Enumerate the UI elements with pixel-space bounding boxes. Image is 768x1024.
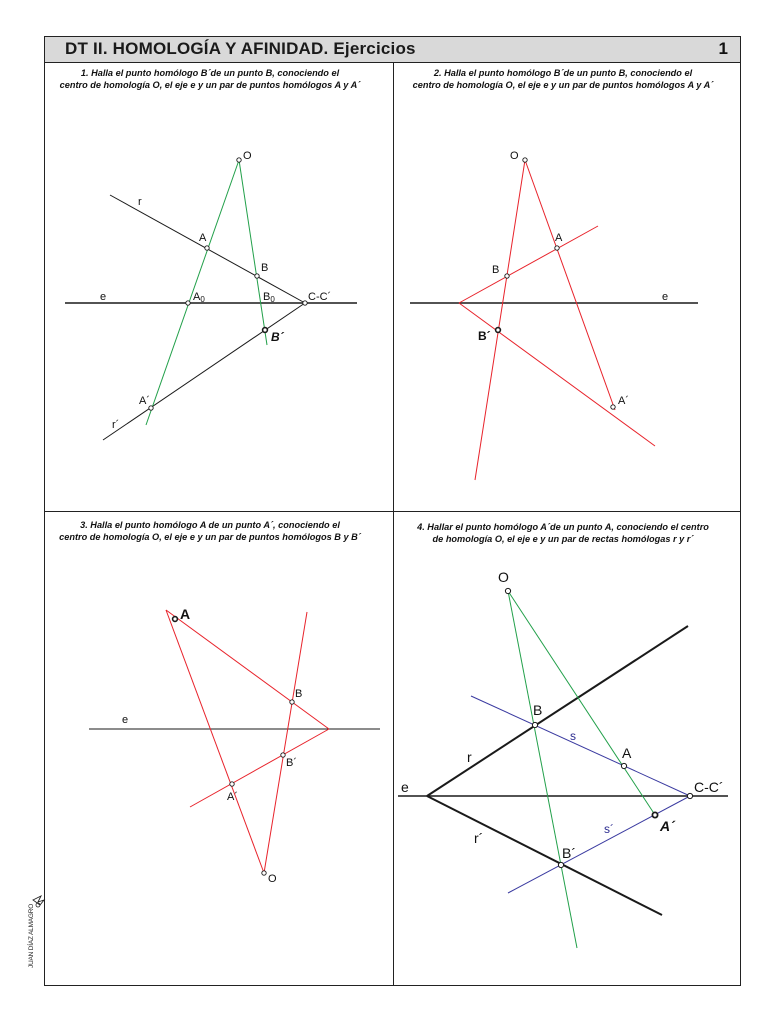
figure-2 (410, 150, 698, 480)
exercise-1-line-2: centro de homología O, el eje e y un par de puntos homólogos A y A´ (59, 80, 361, 90)
fig3-label-A: A (180, 606, 191, 622)
fig2-point-A-prime (611, 405, 615, 409)
fig1-point-CC (303, 301, 307, 305)
fig3-label-B-prime: B´ (286, 757, 297, 769)
page-title: DT II. HOMOLOGÍA Y AFINIDAD. Ejercicios (65, 39, 416, 58)
author-credit: JUAN DÍAZ ALMAGRO (28, 903, 35, 968)
fig1-point-A (205, 246, 209, 250)
fig4-line-r (427, 626, 688, 796)
fig1-point-A0 (186, 301, 190, 305)
fig3-point-A (173, 617, 178, 622)
fig2-line-A-prime-B-prime (459, 303, 655, 446)
page-number: 1 (718, 39, 728, 58)
fig3-label-e: e (122, 714, 129, 726)
fig2-point-B-prime (496, 328, 501, 333)
fig4-label-B: B (533, 702, 543, 718)
exercise-1-line-1: 1. Halla el punto homólogo B´de un punto B, conociendo el (80, 68, 340, 78)
fig3-ray-OA (166, 610, 264, 873)
fig3-label-O: O (268, 873, 277, 885)
fig2-point-A (555, 246, 559, 250)
fig3-point-O (262, 871, 266, 875)
fig4-line-s-prime (508, 796, 690, 893)
fig4-point-O (505, 588, 510, 593)
fig1-label-B-prime: B´ (271, 330, 284, 344)
figure-1 (65, 150, 357, 440)
fig4-point-B (532, 722, 537, 727)
fig2-line-AB (459, 226, 598, 303)
fig3-point-B (290, 700, 294, 704)
fig1-label-A-prime: A´ (139, 395, 150, 407)
fig1-label-A0: A0 (193, 291, 205, 304)
fig2-label-e: e (662, 291, 669, 303)
fig1-label-CC: C-C´ (308, 291, 332, 303)
exercise-4-line-1: 4. Hallar el punto homólogo A´de un punto A, conociendo el centro (417, 522, 709, 532)
exercise-3-line-1: 3. Halla el punto homólogo A de un punto A´, conociendo el (80, 520, 340, 530)
fig4-label-A-prime: A´ (660, 818, 675, 834)
fig3-label-B: B (295, 688, 303, 700)
fig4-line-r-prime (427, 796, 662, 915)
fig4-ray-OB (508, 591, 577, 948)
fig2-label-O: O (510, 150, 519, 162)
fig4-label-O: O (498, 569, 509, 585)
fig1-point-O (237, 158, 241, 162)
figure-4 (398, 569, 728, 948)
fig3-ray-OB (264, 612, 307, 873)
fig4-point-A (621, 763, 626, 768)
fig1-line-r-prime (103, 303, 305, 440)
exercise-3-line-2: centro de homología O, el eje e y un par de puntos homólogos B y B´ (59, 532, 361, 542)
fig1-ray-OB (239, 160, 267, 345)
exercise-2-line-2: centro de homología O, el eje e y un par de puntos homólogos A y A´ (412, 80, 714, 90)
fig4-point-CC (687, 793, 692, 798)
fig4-label-r: r (467, 749, 472, 765)
fig1-label-O: O (243, 150, 252, 162)
fig2-ray-OA (525, 160, 615, 410)
figure-3 (89, 606, 380, 885)
fig1-label-B0: B0 (263, 291, 275, 304)
fig2-label-B: B (492, 264, 500, 276)
fig2-label-A-prime: A´ (618, 395, 629, 407)
fig2-point-O (523, 158, 527, 162)
fig4-label-A: A (622, 745, 632, 761)
fig3-point-A-prime (230, 782, 234, 786)
fig3-line-A-prime-B-prime (190, 729, 329, 807)
fig4-label-CC: C-C´ (694, 779, 724, 795)
fig1-label-A: A (199, 232, 207, 244)
fig3-point-B-prime (281, 753, 285, 757)
fig1-label-e: e (100, 291, 107, 303)
fig1-label-r-prime: r´ (112, 419, 120, 431)
fig1-label-B: B (261, 262, 269, 274)
fig2-label-A: A (555, 232, 563, 244)
fig2-label-B-prime: B´ (478, 329, 491, 343)
fig3-label-A-prime: A´ (227, 791, 238, 803)
fig1-point-B-prime (263, 328, 268, 333)
fig1-label-r: r (138, 196, 142, 208)
fig4-point-B-prime (558, 862, 563, 867)
fig4-point-A-prime (652, 812, 657, 817)
fig4-label-B-prime: B´ (562, 845, 576, 861)
fig4-label-s: s (570, 729, 576, 743)
fig4-label-e: e (401, 779, 409, 795)
fig1-point-B (255, 274, 259, 278)
fig4-label-s-prime: s´ (604, 822, 614, 836)
fig2-point-B (505, 274, 509, 278)
exercise-2-line-1: 2. Halla el punto homólogo B´de un punto B, conociendo el (433, 68, 693, 78)
fig4-label-r-prime: r´ (474, 830, 484, 846)
exercise-4-line-2: de homología O, el eje e y un par de rectas homólogas r y r´ (432, 534, 694, 544)
